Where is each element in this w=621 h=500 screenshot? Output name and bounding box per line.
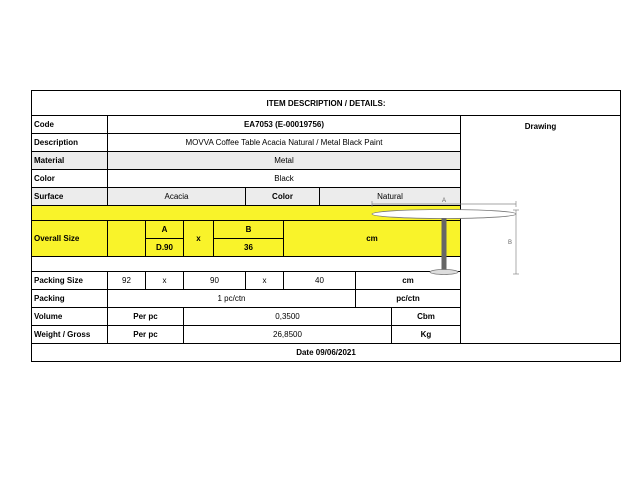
table-pedestal [442,218,447,272]
title-row [32,91,621,116]
packing-value: 1 pc/ctn [108,290,356,308]
drawing-label: Drawing [524,122,557,131]
packing-size-x2: x [246,272,284,290]
dim-a-label: A [146,221,184,239]
code-row [32,116,621,134]
overall-size-x: x [184,221,214,257]
surface-value: Acacia [108,188,246,206]
volume-value: 0,3500 [184,308,392,326]
weight-per: Per pc [108,326,184,344]
dim-b-text: B [507,240,512,246]
table-title: ITEM DESCRIPTION / DETAILS: [32,91,621,116]
overall-size-unit: cm [284,221,461,257]
spec-table [31,90,621,362]
packing-size-v3: 40 [284,272,356,290]
volume-unit: Cbm [392,308,461,326]
packing-size-v2: 90 [184,272,246,290]
table-base [430,270,458,275]
code-value: EA7053 (E-00019756) [108,116,461,134]
surface-color-label: Color [246,188,320,206]
material-label: Material [32,152,108,170]
date-value: Date 09/06/2021 [32,344,621,362]
code-label: Code [32,116,108,134]
packing-unit: pc/ctn [356,290,461,308]
weight-value: 26,8500 [184,326,392,344]
dim-a-text: A [441,198,447,204]
overall-size-label: Overall Size [32,221,108,257]
volume-per: Per pc [108,308,184,326]
packing-label: Packing [32,290,108,308]
dim-b-label: B [214,221,284,239]
packing-size-x1: x [146,272,184,290]
description-label: Description [32,134,108,152]
color-label: Color [32,170,108,188]
table-drawing [366,190,521,280]
color-value: Black [108,170,461,188]
dim-a-value: D.90 [146,239,184,257]
surface-label: Surface [32,188,108,206]
volume-label: Volume [32,308,108,326]
spec-sheet [31,90,557,370]
packing-size-label: Packing Size [32,272,108,290]
weight-label: Weight / Gross [32,326,108,344]
surface-color-value: Natural [320,188,461,206]
packing-size-v1: 92 [108,272,146,290]
overall-size-blank [108,221,146,257]
date-row [32,344,621,362]
packing-size-unit: cm [356,272,461,290]
table-top-outline [372,210,516,219]
description-value: MOVVA Coffee Table Acacia Natural / Metal Black Paint [108,134,461,152]
dim-b-value: 36 [214,239,284,257]
material-value: Metal [108,152,461,170]
weight-unit: Kg [392,326,461,344]
